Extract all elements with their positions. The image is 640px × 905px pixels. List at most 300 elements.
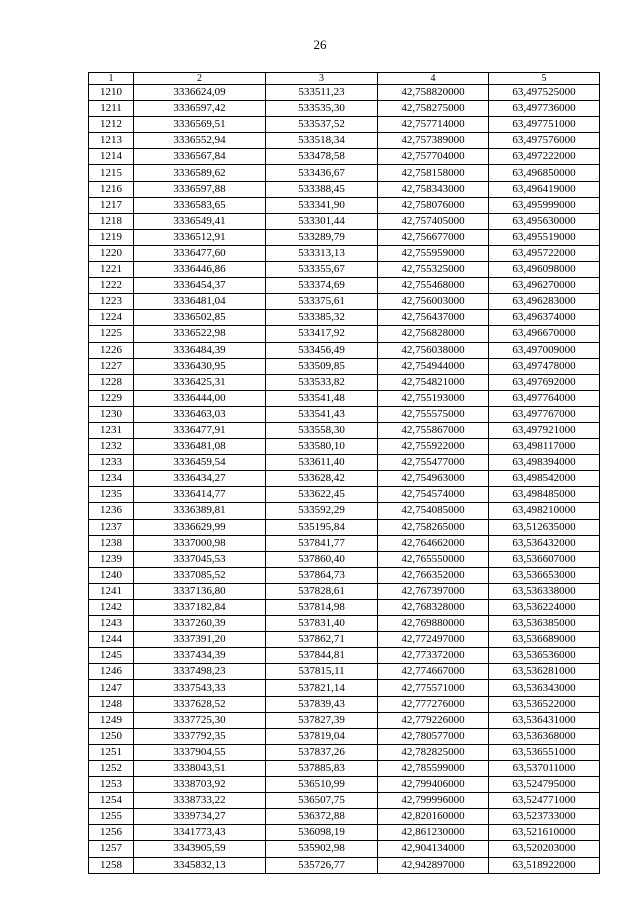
x-coordinate-cell: 3337792,35 [134,728,266,744]
point-number-cell: 1214 [89,149,134,165]
table-row [89,262,600,278]
longitude-cell: 63,536431000 [489,712,600,728]
longitude-cell: 63,496098000 [489,262,600,278]
point-number-cell: 1254 [89,793,134,809]
y-coordinate-cell: 533628,42 [266,471,378,487]
table-row [89,101,600,117]
x-coordinate-cell: 3336389,81 [134,503,266,519]
x-coordinate-cell: 3336502,85 [134,310,266,326]
x-coordinate-cell: 3336552,94 [134,133,266,149]
point-number-cell: 1247 [89,680,134,696]
x-coordinate-cell: 3336477,60 [134,245,266,261]
table-row [89,487,600,503]
y-coordinate-cell: 537860,40 [266,551,378,567]
table-row [89,342,600,358]
y-coordinate-cell: 533289,79 [266,229,378,245]
latitude-cell: 42,758820000 [378,85,489,101]
point-number-cell: 1226 [89,342,134,358]
latitude-cell: 42,782825000 [378,744,489,760]
y-coordinate-cell: 537819,04 [266,728,378,744]
table-row [89,374,600,390]
y-coordinate-cell: 535902,98 [266,841,378,857]
table-row [89,809,600,825]
longitude-cell: 63,521610000 [489,825,600,841]
table-row [89,632,600,648]
y-coordinate-cell: 533301,44 [266,213,378,229]
latitude-cell: 42,757714000 [378,117,489,133]
table-row [89,744,600,760]
x-coordinate-cell: 3338733,22 [134,793,266,809]
longitude-cell: 63,497009000 [489,342,600,358]
latitude-cell: 42,756038000 [378,342,489,358]
table-row [89,567,600,583]
y-coordinate-cell: 537837,26 [266,744,378,760]
table-row [89,358,600,374]
longitude-cell: 63,498394000 [489,455,600,471]
table-row [89,825,600,841]
y-coordinate-cell: 537831,40 [266,616,378,632]
latitude-cell: 42,942897000 [378,857,489,873]
table-row [89,680,600,696]
longitude-cell: 63,523733000 [489,809,600,825]
x-coordinate-cell: 3336567,84 [134,149,266,165]
table-row [89,664,600,680]
x-coordinate-cell: 3343905,59 [134,841,266,857]
y-coordinate-cell: 537862,71 [266,632,378,648]
table-row [89,712,600,728]
point-number-cell: 1220 [89,245,134,261]
latitude-cell: 42,765550000 [378,551,489,567]
table-row [89,117,600,133]
latitude-cell: 42,768328000 [378,600,489,616]
point-number-cell: 1245 [89,648,134,664]
x-coordinate-cell: 3337725,30 [134,712,266,728]
x-coordinate-cell: 3341773,43 [134,825,266,841]
x-coordinate-cell: 3336569,51 [134,117,266,133]
longitude-cell: 63,497764000 [489,390,600,406]
y-coordinate-cell: 537828,61 [266,583,378,599]
y-coordinate-cell: 533436,67 [266,165,378,181]
point-number-cell: 1241 [89,583,134,599]
point-number-cell: 1233 [89,455,134,471]
y-coordinate-cell: 537839,43 [266,696,378,712]
longitude-cell: 63,495722000 [489,245,600,261]
longitude-cell: 63,536281000 [489,664,600,680]
latitude-cell: 42,755575000 [378,406,489,422]
column-header: 2 [134,73,266,85]
longitude-cell: 63,498117000 [489,439,600,455]
latitude-cell: 42,755959000 [378,245,489,261]
longitude-cell: 63,497478000 [489,358,600,374]
latitude-cell: 42,861230000 [378,825,489,841]
latitude-cell: 42,754944000 [378,358,489,374]
table-row [89,326,600,342]
longitude-cell: 63,498485000 [489,487,600,503]
latitude-cell: 42,764662000 [378,535,489,551]
column-header: 1 [89,73,134,85]
table-row [89,503,600,519]
y-coordinate-cell: 537844,81 [266,648,378,664]
point-number-cell: 1218 [89,213,134,229]
longitude-cell: 63,495630000 [489,213,600,229]
latitude-cell: 42,904134000 [378,841,489,857]
point-number-cell: 1251 [89,744,134,760]
latitude-cell: 42,799406000 [378,777,489,793]
point-number-cell: 1217 [89,197,134,213]
latitude-cell: 42,780577000 [378,728,489,744]
y-coordinate-cell: 533541,48 [266,390,378,406]
table-row [89,422,600,438]
point-number-cell: 1232 [89,439,134,455]
latitude-cell: 42,758265000 [378,519,489,535]
point-number-cell: 1213 [89,133,134,149]
longitude-cell: 63,536607000 [489,551,600,567]
point-number-cell: 1210 [89,85,134,101]
longitude-cell: 63,536432000 [489,535,600,551]
y-coordinate-cell: 535195,84 [266,519,378,535]
longitude-cell: 63,536536000 [489,648,600,664]
latitude-cell: 42,755325000 [378,262,489,278]
longitude-cell: 63,524771000 [489,793,600,809]
longitude-cell: 63,518922000 [489,857,600,873]
x-coordinate-cell: 3336512,91 [134,229,266,245]
x-coordinate-cell: 3336463,03 [134,406,266,422]
x-coordinate-cell: 3337085,52 [134,567,266,583]
y-coordinate-cell: 537841,77 [266,535,378,551]
y-coordinate-cell: 533511,23 [266,85,378,101]
latitude-cell: 42,757405000 [378,213,489,229]
table-row [89,455,600,471]
point-number-cell: 1243 [89,616,134,632]
latitude-cell: 42,767397000 [378,583,489,599]
x-coordinate-cell: 3336589,62 [134,165,266,181]
longitude-cell: 63,496270000 [489,278,600,294]
y-coordinate-cell: 533533,82 [266,374,378,390]
latitude-cell: 42,755867000 [378,422,489,438]
table-row [89,519,600,535]
latitude-cell: 42,756003000 [378,294,489,310]
x-coordinate-cell: 3337498,23 [134,664,266,680]
point-number-cell: 1238 [89,535,134,551]
y-coordinate-cell: 533558,30 [266,422,378,438]
x-coordinate-cell: 3336481,04 [134,294,266,310]
point-number-cell: 1222 [89,278,134,294]
table-row [89,406,600,422]
latitude-cell: 42,754821000 [378,374,489,390]
table-row [89,133,600,149]
y-coordinate-cell: 533537,52 [266,117,378,133]
latitude-cell: 42,758076000 [378,197,489,213]
y-coordinate-cell: 536507,75 [266,793,378,809]
longitude-cell: 63,497222000 [489,149,600,165]
point-number-cell: 1255 [89,809,134,825]
point-number-cell: 1225 [89,326,134,342]
y-coordinate-cell: 533385,32 [266,310,378,326]
longitude-cell: 63,496850000 [489,165,600,181]
point-number-cell: 1250 [89,728,134,744]
y-coordinate-cell: 533313,13 [266,245,378,261]
point-number-cell: 1236 [89,503,134,519]
y-coordinate-cell: 536372,88 [266,809,378,825]
x-coordinate-cell: 3336444,00 [134,390,266,406]
longitude-cell: 63,536551000 [489,744,600,760]
point-number-cell: 1256 [89,825,134,841]
x-coordinate-cell: 3339734,27 [134,809,266,825]
page-number: 26 [313,37,327,52]
x-coordinate-cell: 3336597,88 [134,181,266,197]
x-coordinate-cell: 3337543,33 [134,680,266,696]
table-row [89,181,600,197]
longitude-cell: 63,497692000 [489,374,600,390]
latitude-cell: 42,775571000 [378,680,489,696]
y-coordinate-cell: 533535,30 [266,101,378,117]
point-number-cell: 1234 [89,471,134,487]
latitude-cell: 42,773372000 [378,648,489,664]
y-coordinate-cell: 533355,67 [266,262,378,278]
longitude-cell: 63,496283000 [489,294,600,310]
point-number-cell: 1215 [89,165,134,181]
table-row [89,535,600,551]
table-row [89,149,600,165]
latitude-cell: 42,774667000 [378,664,489,680]
x-coordinate-cell: 3336430,95 [134,358,266,374]
y-coordinate-cell: 533541,43 [266,406,378,422]
latitude-cell: 42,757704000 [378,149,489,165]
longitude-cell: 63,496419000 [489,181,600,197]
x-coordinate-cell: 3336434,27 [134,471,266,487]
longitude-cell: 63,498210000 [489,503,600,519]
y-coordinate-cell: 536510,99 [266,777,378,793]
longitude-cell: 63,497525000 [489,85,600,101]
longitude-cell: 63,536385000 [489,616,600,632]
x-coordinate-cell: 3336454,37 [134,278,266,294]
table-row [89,229,600,245]
longitude-cell: 63,536343000 [489,680,600,696]
longitude-cell: 63,498542000 [489,471,600,487]
x-coordinate-cell: 3337391,20 [134,632,266,648]
table-row [89,648,600,664]
y-coordinate-cell: 537821,14 [266,680,378,696]
longitude-cell: 63,537011000 [489,760,600,776]
latitude-cell: 42,758275000 [378,101,489,117]
y-coordinate-cell: 533388,45 [266,181,378,197]
x-coordinate-cell: 3336549,41 [134,213,266,229]
latitude-cell: 42,779226000 [378,712,489,728]
y-coordinate-cell: 533341,90 [266,197,378,213]
y-coordinate-cell: 533592,29 [266,503,378,519]
table-row [89,600,600,616]
x-coordinate-cell: 3337000,98 [134,535,266,551]
longitude-cell: 63,497576000 [489,133,600,149]
column-header: 4 [378,73,489,85]
latitude-cell: 42,772497000 [378,632,489,648]
longitude-cell: 63,524795000 [489,777,600,793]
y-coordinate-cell: 537814,98 [266,600,378,616]
point-number-cell: 1231 [89,422,134,438]
table-row [89,696,600,712]
latitude-cell: 42,799996000 [378,793,489,809]
point-number-cell: 1246 [89,664,134,680]
latitude-cell: 42,766352000 [378,567,489,583]
point-number-cell: 1235 [89,487,134,503]
point-number-cell: 1249 [89,712,134,728]
x-coordinate-cell: 3337904,55 [134,744,266,760]
latitude-cell: 42,755477000 [378,455,489,471]
x-coordinate-cell: 3336459,54 [134,455,266,471]
x-coordinate-cell: 3337260,39 [134,616,266,632]
point-number-cell: 1237 [89,519,134,535]
longitude-cell: 63,512635000 [489,519,600,535]
y-coordinate-cell: 537827,39 [266,712,378,728]
point-number-cell: 1211 [89,101,134,117]
point-number-cell: 1244 [89,632,134,648]
table-header-row [89,73,600,85]
latitude-cell: 42,820160000 [378,809,489,825]
x-coordinate-cell: 3338703,92 [134,777,266,793]
x-coordinate-cell: 3336446,86 [134,262,266,278]
table-body [89,85,600,874]
table-row [89,777,600,793]
longitude-cell: 63,536224000 [489,600,600,616]
x-coordinate-cell: 3337434,39 [134,648,266,664]
latitude-cell: 42,758343000 [378,181,489,197]
y-coordinate-cell: 533456,49 [266,342,378,358]
table-row [89,760,600,776]
point-number-cell: 1228 [89,374,134,390]
longitude-cell: 63,536368000 [489,728,600,744]
longitude-cell: 63,497751000 [489,117,600,133]
x-coordinate-cell: 3336583,65 [134,197,266,213]
x-coordinate-cell: 3337182,84 [134,600,266,616]
table-row [89,278,600,294]
x-coordinate-cell: 3337136,80 [134,583,266,599]
table-row [89,294,600,310]
latitude-cell: 42,756828000 [378,326,489,342]
column-header: 5 [489,73,600,85]
latitude-cell: 42,757389000 [378,133,489,149]
x-coordinate-cell: 3345832,13 [134,857,266,873]
table-row [89,857,600,873]
latitude-cell: 42,758158000 [378,165,489,181]
longitude-cell: 63,496374000 [489,310,600,326]
y-coordinate-cell: 533417,92 [266,326,378,342]
point-number-cell: 1212 [89,117,134,133]
point-number-cell: 1253 [89,777,134,793]
longitude-cell: 63,497736000 [489,101,600,117]
y-coordinate-cell: 533509,85 [266,358,378,374]
x-coordinate-cell: 3337045,53 [134,551,266,567]
y-coordinate-cell: 537885,83 [266,760,378,776]
point-number-cell: 1257 [89,841,134,857]
point-number-cell: 1230 [89,406,134,422]
x-coordinate-cell: 3337628,52 [134,696,266,712]
latitude-cell: 42,754963000 [378,471,489,487]
x-coordinate-cell: 3336522,98 [134,326,266,342]
table-row [89,390,600,406]
table-row [89,197,600,213]
point-number-cell: 1229 [89,390,134,406]
longitude-cell: 63,536653000 [489,567,600,583]
longitude-cell: 63,536522000 [489,696,600,712]
y-coordinate-cell: 533518,34 [266,133,378,149]
latitude-cell: 42,769880000 [378,616,489,632]
x-coordinate-cell: 3336624,09 [134,85,266,101]
x-coordinate-cell: 3336425,31 [134,374,266,390]
point-number-cell: 1258 [89,857,134,873]
x-coordinate-cell: 3338043,51 [134,760,266,776]
x-coordinate-cell: 3336597,42 [134,101,266,117]
x-coordinate-cell: 3336414,77 [134,487,266,503]
table-row [89,245,600,261]
longitude-cell: 63,536338000 [489,583,600,599]
longitude-cell: 63,497921000 [489,422,600,438]
y-coordinate-cell: 533622,45 [266,487,378,503]
longitude-cell: 63,496670000 [489,326,600,342]
latitude-cell: 42,754085000 [378,503,489,519]
point-number-cell: 1224 [89,310,134,326]
coordinates-table [88,72,600,874]
table-row [89,471,600,487]
latitude-cell: 42,756437000 [378,310,489,326]
x-coordinate-cell: 3336481,08 [134,439,266,455]
y-coordinate-cell: 533611,40 [266,455,378,471]
longitude-cell: 63,495519000 [489,229,600,245]
table-row [89,165,600,181]
latitude-cell: 42,754574000 [378,487,489,503]
point-number-cell: 1252 [89,760,134,776]
point-number-cell: 1240 [89,567,134,583]
point-number-cell: 1239 [89,551,134,567]
y-coordinate-cell: 537864,73 [266,567,378,583]
latitude-cell: 42,785599000 [378,760,489,776]
point-number-cell: 1216 [89,181,134,197]
y-coordinate-cell: 533374,69 [266,278,378,294]
table-row [89,728,600,744]
x-coordinate-cell: 3336629,99 [134,519,266,535]
latitude-cell: 42,755922000 [378,439,489,455]
table-row [89,616,600,632]
table-row [89,310,600,326]
latitude-cell: 42,755468000 [378,278,489,294]
point-number-cell: 1242 [89,600,134,616]
table-row [89,439,600,455]
table-row [89,85,600,101]
latitude-cell: 42,756677000 [378,229,489,245]
column-header: 3 [266,73,378,85]
table-row [89,583,600,599]
longitude-cell: 63,520203000 [489,841,600,857]
point-number-cell: 1223 [89,294,134,310]
table-row [89,841,600,857]
longitude-cell: 63,497767000 [489,406,600,422]
x-coordinate-cell: 3336484,39 [134,342,266,358]
y-coordinate-cell: 533375,61 [266,294,378,310]
point-number-cell: 1219 [89,229,134,245]
point-number-cell: 1221 [89,262,134,278]
y-coordinate-cell: 535726,77 [266,857,378,873]
y-coordinate-cell: 536098,19 [266,825,378,841]
latitude-cell: 42,777276000 [378,696,489,712]
latitude-cell: 42,755193000 [378,390,489,406]
table-row [89,213,600,229]
point-number-cell: 1227 [89,358,134,374]
y-coordinate-cell: 533580,10 [266,439,378,455]
longitude-cell: 63,536689000 [489,632,600,648]
table-row [89,551,600,567]
x-coordinate-cell: 3336477,91 [134,422,266,438]
y-coordinate-cell: 533478,58 [266,149,378,165]
y-coordinate-cell: 537815,11 [266,664,378,680]
